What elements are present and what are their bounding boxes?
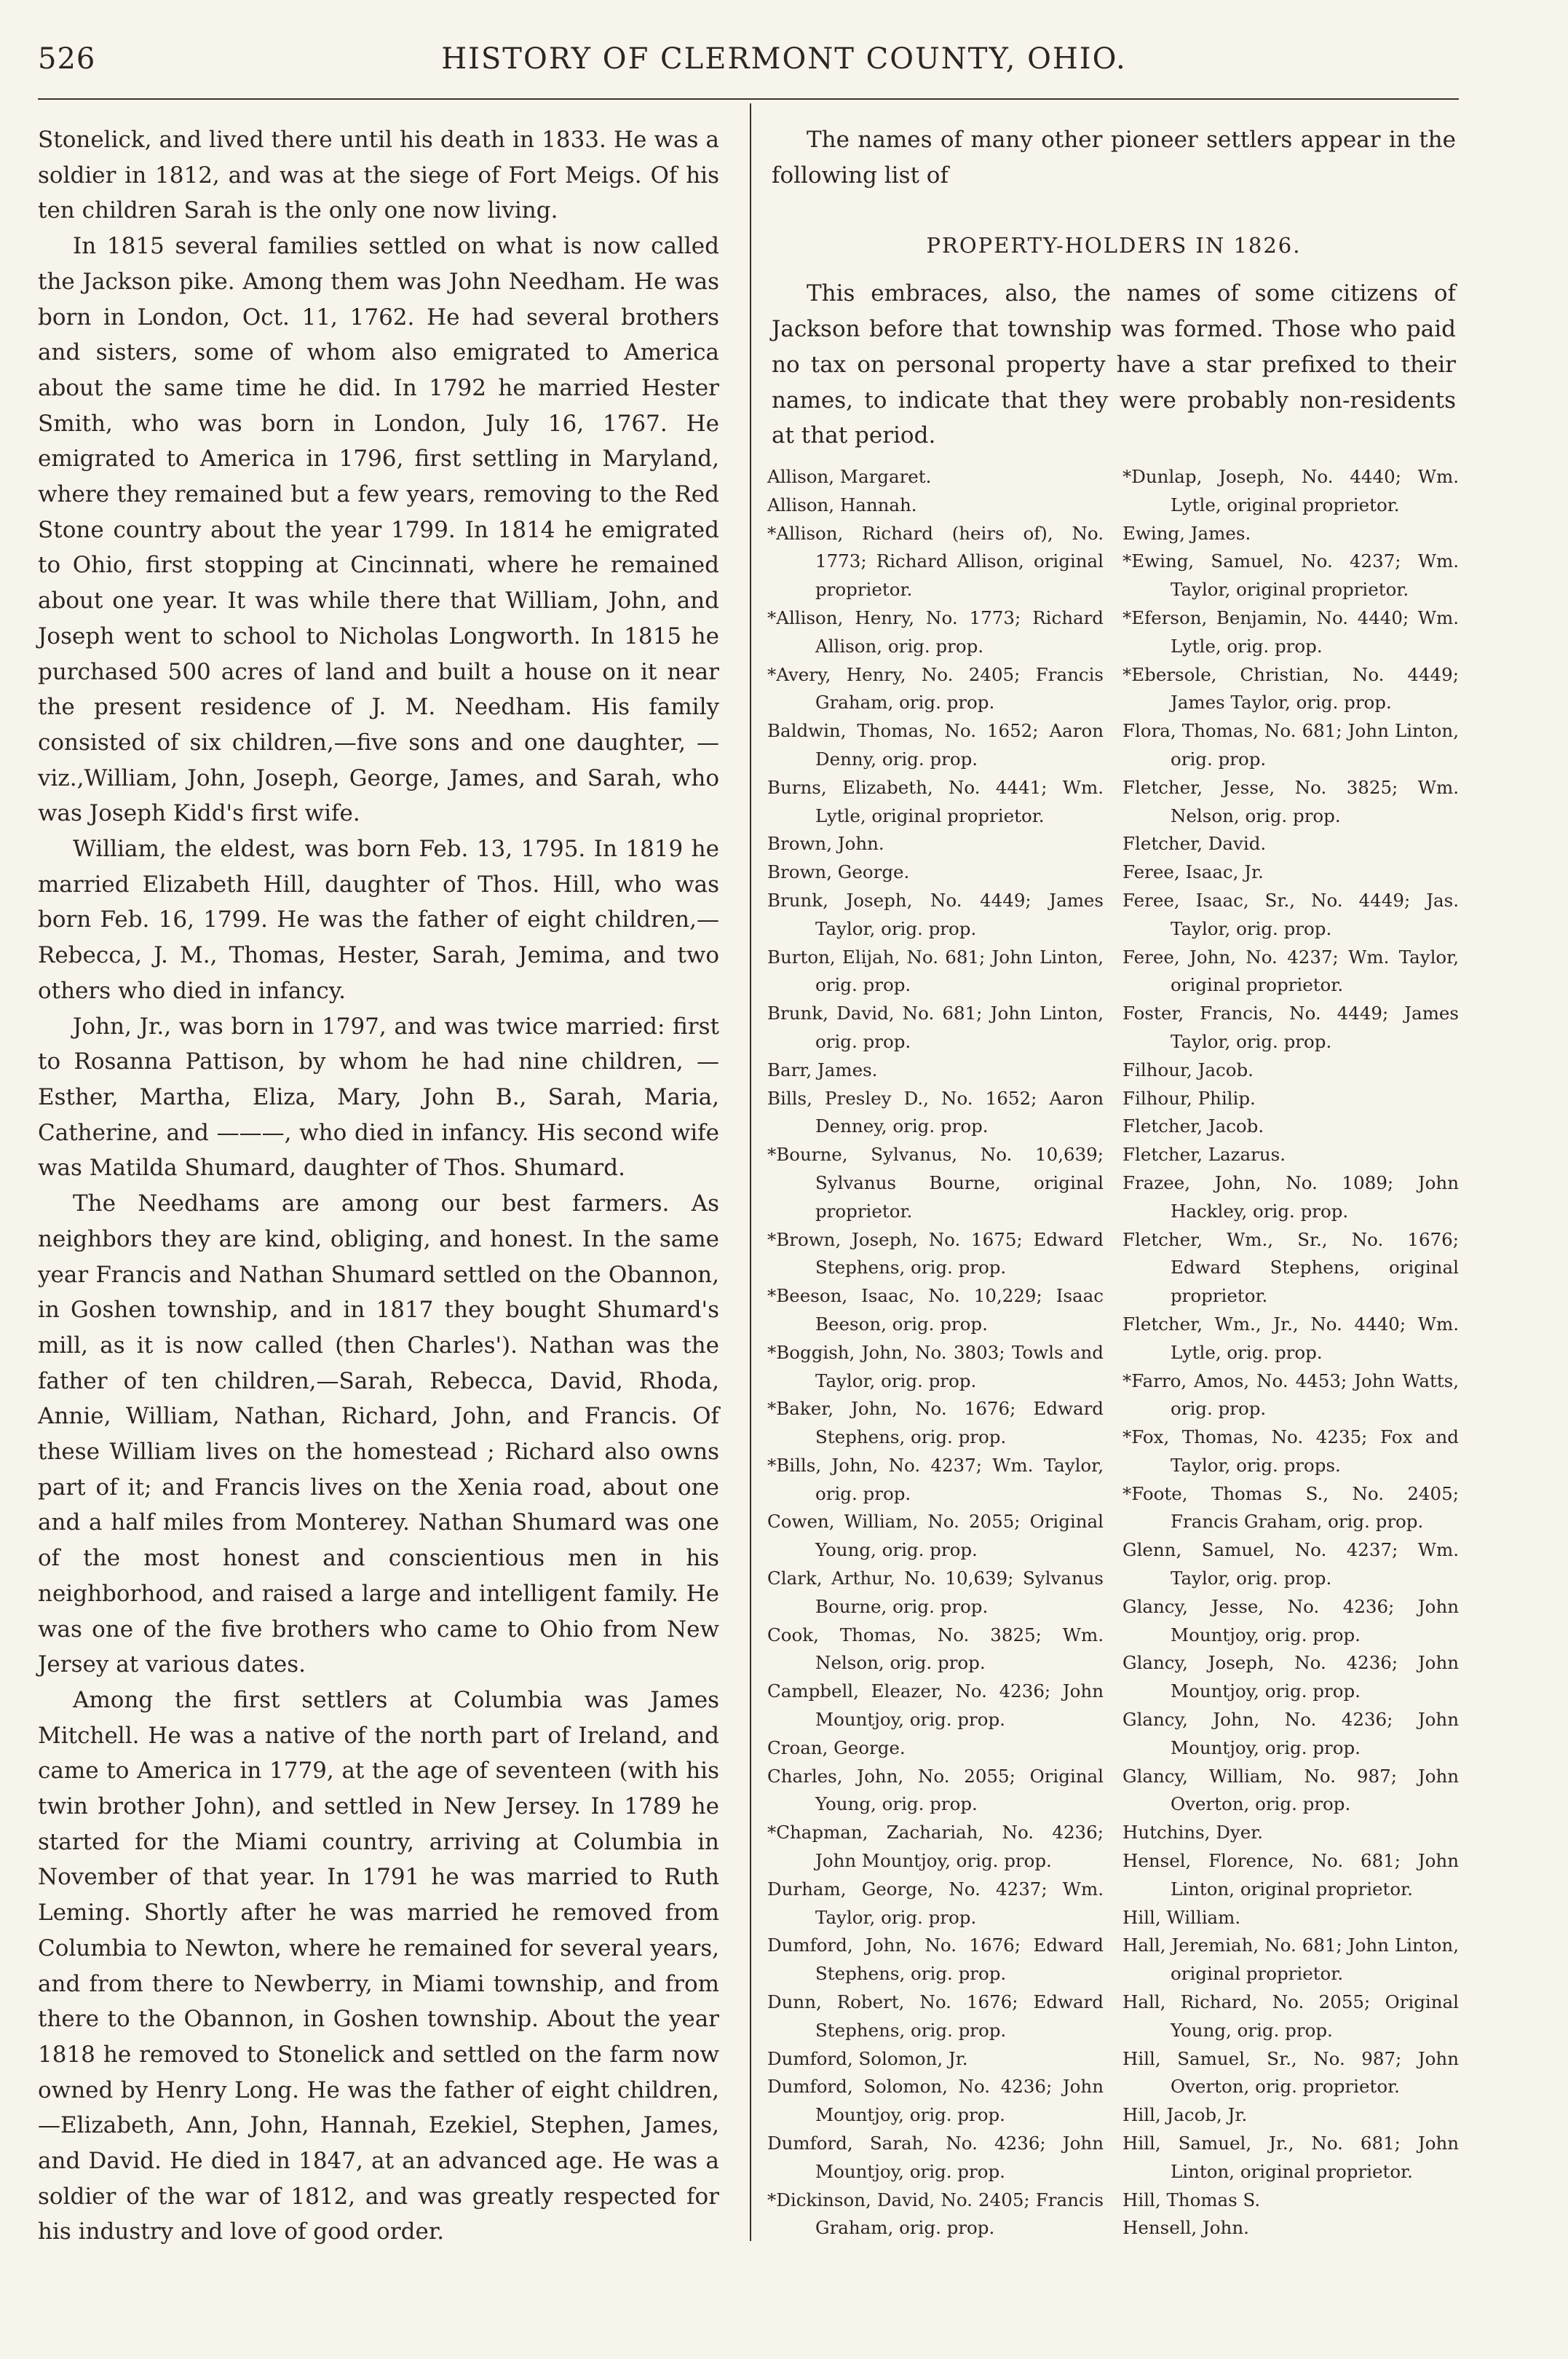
list-entry: *Allison, Richard (heirs of), No. 1773; Richard Allison, original proprietor. <box>767 522 1104 601</box>
list-entry: Hill, William. <box>1122 1906 1241 1928</box>
list-entry: Ewing, James. <box>1122 522 1251 544</box>
list-entry: *Fox, Thomas, No. 4235; Fox and Taylor, orig. props. <box>1122 1426 1459 1476</box>
list-entry: *Bourne, Sylvanus, No. 10,639; Sylvanus Bourne, original proprietor. <box>767 1144 1104 1222</box>
list-entry: Dumford, Sarah, No. 4236; John Mountjoy, orig. prop. <box>767 2133 1104 2182</box>
description-paragraph: This embraces, also, the names of some citizens of Jackson before that township was formed. Those who paid no tax on personal property have a star prefixed to their names, to indicate that they were probably non-residents at that period. <box>772 280 1456 449</box>
list-entry: Glenn, Samuel, No. 4237; Wm. Taylor, orig. prop. <box>1122 1539 1459 1589</box>
list-entry: Hill, Jacob, Jr. <box>1122 2104 1248 2126</box>
list-entry: Dumford, Solomon, Jr. <box>767 2047 968 2069</box>
list-entry: *Brown, Joseph, No. 1675; Edward Stephens, orig. prop. <box>767 1228 1104 1279</box>
list-entry: Hill, Samuel, Sr., No. 987; John Overton, orig. proprietor. <box>1122 2047 1459 2098</box>
list-entry: *Bills, John, No. 4237; Wm. Taylor, orig. prop. <box>767 1454 1104 1504</box>
list-entry: Fletcher, Wm., Jr., No. 4440; Wm. Lytle, orig. prop. <box>1122 1313 1459 1363</box>
list-entry: Allison, Hannah. <box>767 494 917 515</box>
list-entry: Brown, George. <box>767 861 910 883</box>
list-entry: Fletcher, Jesse, No. 3825; Wm. Nelson, orig. prop. <box>1122 776 1459 826</box>
list-entry: *Eferson, Benjamin, No. 4440; Wm. Lytle, orig. prop. <box>1122 606 1459 657</box>
list-entry: Brunk, Joseph, No. 4449; James Taylor, orig. prop. <box>767 889 1104 939</box>
column-divider <box>750 103 751 2241</box>
list-entry: Cook, Thomas, No. 3825; Wm. Nelson, orig. prop. <box>767 1624 1104 1674</box>
left-column <box>38 122 719 2250</box>
list-entry: *Ewing, Samuel, No. 4237; Wm. Taylor, original proprietor. <box>1122 550 1459 601</box>
list-entry: Foster, Francis, No. 4449; James Taylor, orig. prop. <box>1122 1003 1459 1052</box>
list-entry: Croan, George. <box>767 1736 906 1758</box>
list-entry: *Foote, Thomas S., No. 2405; Francis Graham, orig. prop. <box>1122 1482 1459 1533</box>
list-entry: Fletcher, Jacob. <box>1122 1115 1264 1137</box>
list-entry: *Allison, Henry, No. 1773; Richard Allison, orig. prop. <box>767 606 1104 657</box>
list-entry: Campbell, Eleazer, No. 4236; John Mountjoy, orig. prop. <box>767 1680 1104 1731</box>
list-entry: *Baker, John, No. 1676; Edward Stephens, orig. prop. <box>767 1398 1104 1448</box>
paragraph: Stonelick, and lived there until his death in 1833. He was a soldier in 1812, and was at the siege of Fort Meigs. Of his ten children Sarah is the only one now living. <box>38 127 719 224</box>
page-number: 526 <box>38 42 96 76</box>
list-entry: *Dickinson, David, No. 2405; Francis Graham, orig. prop. <box>767 2189 1104 2239</box>
list-entry: Burton, Elijah, No. 681; John Linton, orig. prop. <box>767 946 1104 996</box>
list-entry: Brunk, David, No. 681; John Linton, orig. prop. <box>767 1003 1104 1052</box>
list-entry: Feree, Isaac, Jr. <box>1122 861 1264 883</box>
list-entry: Hutchins, Dyer. <box>1122 1822 1264 1844</box>
list-entry: Fletcher, Lazarus. <box>1122 1144 1286 1166</box>
list-entry: Feree, John, No. 4237; Wm. Taylor, original proprietor. <box>1122 946 1459 996</box>
list-entry: Hill, Thomas S. <box>1122 2189 1261 2210</box>
list-entry: Baldwin, Thomas, No. 1652; Aaron Denny, orig. prop. <box>767 720 1104 770</box>
intro-paragraph: The names of many other pioneer settlers appear in the following list of <box>772 127 1456 189</box>
section-heading: PROPERTY-HOLDERS IN 1826. <box>926 233 1302 258</box>
list-entry: Bills, Presley D., No. 1652; Aaron Denney, orig. prop. <box>767 1087 1104 1137</box>
list-entry: Brown, John. <box>767 833 884 855</box>
list-entry: Flora, Thomas, No. 681; John Linton, orig. prop. <box>1122 720 1459 770</box>
list-entry: Charles, John, No. 2055; Original Young, orig. prop. <box>767 1765 1104 1815</box>
list-entry: Burns, Elizabeth, No. 4441; Wm. Lytle, original proprietor. <box>767 776 1104 826</box>
list-column-left <box>767 463 1104 2243</box>
list-entry: Hill, Samuel, Jr., No. 681; John Linton, original proprietor. <box>1122 2133 1459 2182</box>
list-entry: Hall, Jeremiah, No. 681; John Linton, original proprietor. <box>1122 1935 1459 1985</box>
list-entry: Glancy, John, No. 4236; John Mountjoy, orig. prop. <box>1122 1709 1459 1758</box>
list-entry: Glancy, Joseph, No. 4236; John Mountjoy, orig. prop. <box>1122 1652 1459 1702</box>
paragraph: William, the eldest, was born Feb. 13, 1795. In 1819 he married Elizabeth Hill, daughter of Thos. Hill, who was born Feb. 16, 1799. He was the father of eight children,—Rebecca, J. M., Thomas, Hester, Sarah, Jemima, and two others who died in infancy. <box>38 836 719 1004</box>
list-entry: Filhour, Jacob. <box>1122 1059 1254 1080</box>
list-entry: Filhour, Philip. <box>1122 1087 1256 1109</box>
list-entry: Feree, Isaac, Sr., No. 4449; Jas. Taylor, orig. prop. <box>1122 889 1459 939</box>
list-entry: Dumford, John, No. 1676; Edward Stephens, orig. prop. <box>767 1935 1104 1985</box>
right-column <box>772 122 1456 454</box>
list-entry: Cowen, William, No. 2055; Original Young, orig. prop. <box>767 1511 1104 1561</box>
list-entry: Dumford, Solomon, No. 4236; John Mountjoy, orig. prop. <box>767 2076 1104 2126</box>
list-entry: *Boggish, John, No. 3803; Towls and Taylor, orig. prop. <box>767 1341 1104 1391</box>
list-entry: Fletcher, David. <box>1122 833 1267 855</box>
paragraph: The Needhams are among our best farmers. As neighbors they are kind, obliging, and honest. In the same year Francis and Nathan Shumard settled on the Obannon, in Goshen township, and in 1817 they bought Shumard's mill, as it is now called (then Charles'). Nathan was the father of ten children,—Sarah, Rebecca, David, Rhoda, Annie, William, Nathan, Richard, John, and Francis. Of these William lives on the homestead ; Richard also owns part of it; and Francis lives on the Xenia road, about one and a half miles from Monterey. Nathan Shumard was one of the most honest and conscientious men in his neighborhood, and raised a large and intelligent family. He was one of the five brothers who came to Ohio from New Jersey at various dates. <box>38 1190 719 1678</box>
running-head-title: HISTORY OF CLERMONT COUNTY, OHIO. <box>441 42 1127 76</box>
list-entry: Clark, Arthur, No. 10,639; Sylvanus Bourne, orig. prop. <box>767 1568 1104 1617</box>
paragraph: John, Jr., was born in 1797, and was twice married: first to Rosanna Pattison, by whom he had nine children, —Esther, Martha, Eliza, Mary, John B., Sarah, Maria, Catherine, and ———, who died in infancy. His second wife was Matilda Shumard, daughter of Thos. Shumard. <box>38 1013 719 1182</box>
list-entry: Allison, Margaret. <box>767 466 932 487</box>
list-entry: Dunn, Robert, No. 1676; Edward Stephens, orig. prop. <box>767 1991 1104 2041</box>
list-entry: *Farro, Amos, No. 4453; John Watts, orig. prop. <box>1122 1370 1459 1420</box>
list-entry: Barr, James. <box>767 1059 878 1080</box>
list-entry: Hensel, Florence, No. 681; John Linton, original proprietor. <box>1122 1850 1459 1900</box>
list-entry: Glancy, William, No. 987; John Overton, orig. prop. <box>1122 1765 1459 1815</box>
list-entry: *Beeson, Isaac, No. 10,229; Isaac Beeson, orig. prop. <box>767 1285 1104 1335</box>
list-entry: Hensell, John. <box>1122 2217 1249 2239</box>
header-rule <box>38 98 1459 100</box>
list-entry: *Avery, Henry, No. 2405; Francis Graham, orig. prop. <box>767 663 1104 714</box>
paragraph: In 1815 several families settled on what is now called the Jackson pike. Among them was John Needham. He was born in London, Oct. 11, 1762. He had several brothers and sisters, some of whom also emigrated to America about the same time he did. In 1792 he married Hester Smith, who was born in London, July 16, 1767. He emigrated to America in 1796, first settling in Maryland, where they remained but a few years, removing to the Red Stone country about the year 1799. In 1814 he emigrated to Ohio, first stopping at Cincinnati, where he remained about one year. It was while there that William, John, and Joseph went to school to Nicholas Longworth. In 1815 he purchased 500 acres of land and built a house on it near the present residence of J. M. Needham. His family consisted of six children,—five sons and one daughter, —viz.,William, John, Joseph, George, James, and Sarah, who was Joseph Kidd's first wife. <box>38 233 719 827</box>
list-entry: Durham, George, No. 4237; Wm. Taylor, orig. prop. <box>767 1878 1104 1928</box>
list-entry: *Ebersole, Christian, No. 4449; James Taylor, orig. prop. <box>1122 663 1459 714</box>
list-entry: *Dunlap, Joseph, No. 4440; Wm. Lytle, original proprietor. <box>1122 466 1459 515</box>
list-entry: Frazee, John, No. 1089; John Hackley, orig. prop. <box>1122 1171 1459 1222</box>
list-entry: *Chapman, Zachariah, No. 4236; John Mountjoy, orig. prop. <box>767 1822 1104 1872</box>
list-entry: Fletcher, Wm., Sr., No. 1676; Edward Stephens, original proprietor. <box>1122 1228 1459 1307</box>
list-column-right <box>1122 463 1459 2243</box>
paragraph: Among the first settlers at Columbia was James Mitchell. He was a native of the north part of Ireland, and came to America in 1779, at the age of seventeen (with his twin brother John), and settled in New Jersey. In 1789 he started for the Miami country, arriving at Columbia in November of that year. In 1791 he was married to Ruth Leming. Shortly after he was married he removed from Columbia to Newton, where he remained for several years, and from there to Newberry, in Miami township, and from there to the Obannon, in Goshen township. About the year 1818 he removed to Stonelick and settled on the farm now owned by Henry Long. He was the father of eight children,—Elizabeth, Ann, John, Hannah, Ezekiel, Stephen, James, and David. He died in 1847, at an advanced age. He was a soldier of the war of 1812, and was greatly respected for his industry and love of good order. <box>38 1686 719 2245</box>
list-entry: Hall, Richard, No. 2055; Original Young, orig. prop. <box>1122 1991 1459 2041</box>
property-holders-list <box>767 463 1459 2243</box>
list-entry: Glancy, Jesse, No. 4236; John Mountjoy, orig. prop. <box>1122 1595 1459 1645</box>
